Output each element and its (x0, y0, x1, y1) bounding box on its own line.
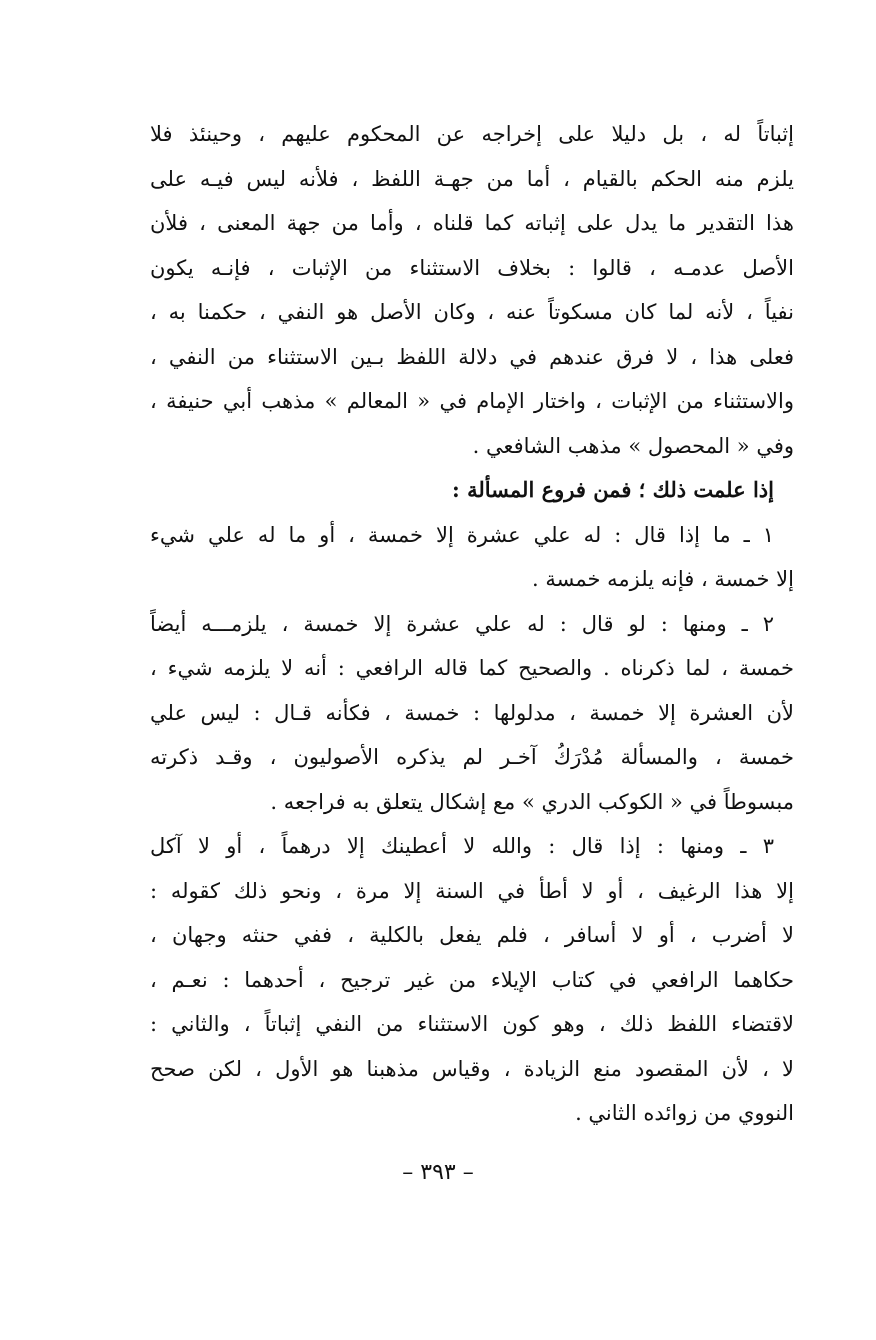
text-line: مبسوطاً في « الكوكب الدري » مع إشكال يتعلق به فراجعه . (270, 789, 794, 814)
text-line: نفياً ، لأنه لما كان مسكوتاً عنه ، وكان الأصل هو النفي ، حكمنا به ، (150, 300, 794, 324)
text-line: والاستثناء من الإثبات ، واختار الإمام في « المعالم » مذهب أبي حنيفة ، (150, 389, 794, 413)
text-line: إلا هذا الرغيف ، أو لا أطأ في السنة إلا مرة ، ونحو ذلك كقوله : (150, 878, 794, 903)
text-line: وفي « المحصول » مذهب الشافعي . (472, 433, 794, 458)
text-line: إلا خمسة ، فإنه يلزمه خمسة . (532, 567, 794, 591)
section-heading: إذا علمت ذلك ؛ فمن فروع المسألة : (452, 477, 774, 502)
text-line: حكاهما الرافعي في كتاب الإيلاء من غير ترجيح ، أحدهما : نعـم ، (150, 967, 794, 992)
body-text (150, 112, 794, 1136)
text-line: لا ، لأن المقصود منع الزيادة ، وقياس مذهبنا هو الأول ، لكن صحح (150, 1056, 794, 1081)
text-line: إثباتاً له ، بل دليلا على إخراجه عن المحكوم عليهم ، وحينئذ فلا (150, 122, 794, 146)
text-line: لاقتضاء اللفظ ذلك ، وهو كون الاستثناء من النفي إثباتاً ، والثاني : (150, 1012, 794, 1036)
text-line: يلزم منه الحكم بالقيام ، أما من جهـة اللفظ ، فلأنه ليس فيـه على (150, 166, 794, 191)
text-line: الأصل عدمـه ، قالوا : بخلاف الاستثناء من الإثبات ، فإنـه يكون (150, 255, 794, 280)
text-line: لا أضرب ، أو لا أسافر ، فلم يفعل بالكلية ، ففي حنثه وجهان ، (150, 923, 794, 947)
text-line: ١ ـ ما إذا قال : له علي عشرة إلا خمسة ، أو ما له علي شيء (150, 522, 774, 547)
text-line: خمسة ، والمسألة مُدْرَكُ آخـر لم يذكره الأصوليون ، وقـد ذكرته (150, 745, 794, 769)
text-line: النووي من زوائده الثاني . (575, 1101, 794, 1125)
text-line: خمسة ، لما ذكرناه . والصحيح كما قاله الرافعي : أنه لا يلزمه شيء ، (150, 656, 794, 680)
page-number: – ٣٩٣ – (402, 1160, 474, 1185)
text-line: ٣ ـ ومنها : إذا قال : والله لا أعطينك إلا درهماً ، أو لا آكل (150, 834, 774, 858)
text-line: هذا التقدير ما يدل على إثباته كما قلناه ، وأما من جهة المعنى ، فلأن (150, 211, 794, 235)
text-line: ٢ ـ ومنها : لو قال : له علي عشرة إلا خمسة ، يلزمـــه أيضاً (150, 611, 774, 636)
text-line: فعلى هذا ، لا فرق عندهم في دلالة اللفظ بـين الاستثناء من النفي ، (150, 344, 794, 369)
text-line: لأن العشرة إلا خمسة ، مدلولها : خمسة ، فكأنه قـال : ليس علي (150, 700, 794, 725)
